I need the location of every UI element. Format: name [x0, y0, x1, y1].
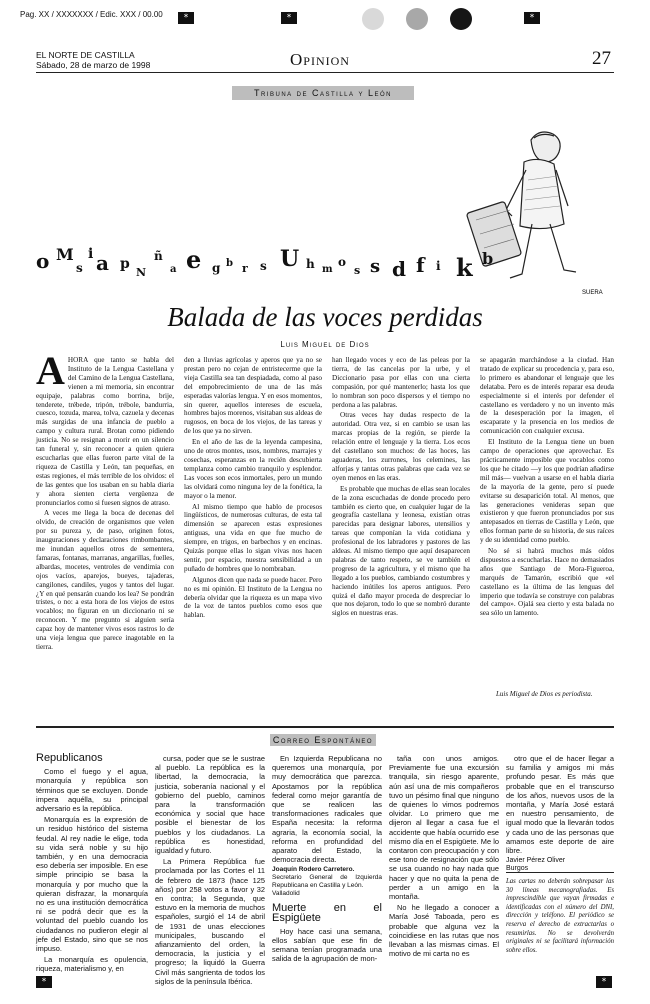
letters-column-2: [155, 754, 265, 986]
svg-text:r: r: [242, 262, 248, 275]
article-column-1: [36, 348, 174, 702]
svg-text:e: e: [186, 245, 202, 274]
svg-text:i: i: [88, 246, 94, 262]
paragraph: Hoy hace casi una semana, ellos sabían que ese fin de semana tenían programada una salida de la agrupación de mon-: [272, 926, 382, 964]
svg-text:s: s: [260, 259, 267, 273]
letters-column-1: [36, 752, 148, 974]
svg-text:s: s: [370, 256, 381, 277]
svg-text:a: a: [96, 251, 109, 275]
svg-text:s: s: [76, 261, 83, 275]
svg-text:U: U: [280, 246, 300, 272]
paragraph: cursa, poder que se le sustrae al pueblo. La república es la libertad, la democracia, la justicia, soberanía nacional y el gobierno del pueblo, caminos para la transformación económica y social que hace posible el bienestar de los pueblos y los ciudadanos. La república es honestidad, igualdad y futuro.: [155, 754, 265, 856]
register-mark: *: [524, 12, 540, 24]
letters-notice: Las cartas no deberán sobrepasar las 30 líneas mecanografiadas. Es imprescindible que vayan firmadas e identificadas con el número del DNI, dirección y teléfono. El periódico se reserva el derecho de extractarlas o resumirlas. No se devolverán originales ni se facilitará información sobre ellos.: [506, 878, 614, 954]
folio-line: Pag. XX / XXXXXXX / Edic. XXX / 00.00: [20, 10, 163, 19]
section-divider: [36, 726, 614, 728]
svg-text:b: b: [226, 258, 233, 269]
paragraph: En Izquierda Republicana no queremos una monarquía, por muy democrática que parezca. Apostamos por la república federal como mejor garantía de que se realicen las transformaciones radicales que España necesita: la reforma agraria, la economía social, la reforma en profundidad del aparato del Estado, la democracia directa.: [272, 754, 382, 865]
illustration-signature: SUERA: [582, 290, 603, 296]
svg-text:k: k: [456, 253, 473, 282]
letter-place: Burgos: [506, 865, 529, 873]
svg-text:o: o: [338, 255, 347, 269]
article-column-3: [332, 356, 470, 702]
svg-text:ñ: ñ: [154, 249, 163, 263]
svg-text:h: h: [306, 257, 315, 271]
article-title: Balada de las voces perdidas: [167, 302, 483, 332]
letters-column-5: [506, 754, 614, 873]
paragraph: se apagarán marchándose a la ciudad. Han tratado de explicar su procedencia y, para eso, lo primero es abandonar el lenguaje que les delataba. Pero es de interés reparar esa deuda especialmente si el interés por defender el castellano es verdadero y no un invento más de la desesperación por la imagen, el escaparate y la presencia en los medios de comunicación con cualquier excusa.: [480, 356, 614, 436]
paragraph: No sé si habrá muchos más oídos dispuestos a escucharlas. Hace no demasiados años que Santiago de Mora-Figueroa, marqués de Tamarón, escribió que «el castellano es la última de las lenguas del imperio que todavía se construye con palabras del campo». Ojalá sea cierto y esta balada no sea sólo un lamento.: [480, 547, 614, 618]
paragraph: La monarquía es opulencia, riqueza, materialismo y, en: [36, 955, 148, 974]
illustration: [36, 100, 614, 300]
paragraph: Al mismo tiempo que hablo de procesos lingüísticos, de numerosas culturas, de esta tal dimensión se aparecen estas expresiones antiguas, una vida en que fue mucho de siempre, en trigos, en barbechos y en encinas. Quizás porque ellas lo sigan vivas nos hacen sentir, por espacio, nuestra sensibilidad a un puñado de hombres que lo nombraban.: [184, 502, 322, 573]
article-column-2: [184, 356, 322, 702]
paragraph: otro que el de hacer llegar a su familia y amigos mi más profundo pesar. Es más que probable que en el transcurso de los años, nuevos usos de la montaña, y María José estará en nuestro pensamiento, de igual modo que la llevarán todos y cada uno de las personas que amamos este deporte de aire libre.: [506, 754, 614, 856]
paragraph: Es probable que muchas de ellas sean locales de la zona escuchadas de donde procedo pero también es cierto que, en cualquier lugar de la geografía castellana y leonesa, existían otras parecidas para designar labores, utensilios y tareas que componían la vida cotidiana y profesional de los labradores y pastores de las aldeas. Al mismo tiempo que aquí desaparecen palabras de tanto respeto, se ve también el progreso de la agricultura, y el mismo que ha llegado a los pueblos, cambiando costumbres y haciendo inútiles los aperos antiguos. Pero quizá el daño mayor proceda de despreciar lo que nos dejaron, todo lo que se nombró durante siglos en nuestras eras.: [332, 484, 470, 618]
issue-date: Sábado, 28 de marzo de 1998: [36, 60, 151, 70]
paragraph: Otras veces hay dudas respecto de la autoridad. Otra vez, si en cambio se usan las marcas propias de la región, se pierde la relación entre el lenguaje y la tierra. Los ecos del castellano son muchos: de las hoces, las aguaderas, los zurrones, los celemines, las alforjas y tantas otras palabras que cada vez se oyen menos en las eras.: [332, 411, 470, 482]
letters-column-3: [272, 754, 382, 964]
svg-text:b: b: [482, 249, 494, 268]
svg-text:N: N: [136, 266, 147, 279]
article-author: Luis Miguel de Dios: [280, 340, 370, 349]
letters-column-4: [389, 754, 499, 964]
paragraph: La Primera República fue proclamada por las Cortes el 11 de febrero de 1873 (hace 125 años) por 258 votos a favor y 32 en contra; la Segunda, que estuvo en la memoria de muchos españoles, surgió el 14 de abril de 1931 de unas elecciones municipales, buscando el afianzamiento del orden, la democracia, la justicia y el progreso; la liquidó la Guerra Civil más sangrienta de todos los siglos de la península Ibérica.: [155, 857, 265, 986]
register-mark: *: [596, 976, 612, 988]
tribuna-section-label: Tribuna de Castilla y León: [232, 86, 414, 100]
correo-section-label: Correo Espontáneo: [270, 734, 376, 746]
color-registration-circle: [450, 8, 472, 30]
header-rule: [36, 72, 614, 73]
svg-text:s: s: [354, 264, 361, 277]
svg-text:o: o: [36, 249, 50, 273]
notice-rule: [506, 872, 614, 873]
svg-text:i: i: [436, 259, 441, 273]
svg-text:p: p: [120, 256, 130, 272]
register-mark: *: [281, 12, 297, 24]
paragraph: HORA que tanto se habla del Instituto de la Lengua Castellana y del Camino de la Lengua Castellana, vienen a mi memoria, sin encontrar equipaje, palabras como borrina, brije, tenderete, trébede, tripón, trébole, bandurria, cuesco, tozuda, marea, tolva, cazuela y decenas más surgidas de una infancia de pueblo a campo y cultura rural. Brotan como pidiendo justicia. No se resignan a morir en un silencio tan funeral y, sin reconocer a quien quiera escucharlas que ellas fueron parte vital de la riqueza de Castilla y León, tan pequeñas, en estas regiones, el más terrible de los olvidos: el de las gentes que los usaban en su habla diaria y ahora sienten cierta vergüenza de pronunciarlos como si fuesen signos de atraso.: [36, 356, 174, 507]
author-note: Luis Miguel de Dios es periodista.: [496, 690, 593, 698]
newspaper-name: EL NORTE DE CASTILLA: [36, 50, 135, 60]
svg-text:M: M: [56, 245, 74, 264]
paragraph: han llegado voces y eco de las peleas por la tierra, de las cancelas por la urbe, y el Diccionario pasa por ellas con una cierta compasión, por qué mantenerlo; hasta los que lo nombran son poco dispersos y el tiempo no perdona a las palabras.: [332, 356, 470, 409]
paragraph: No he llegado a conocer a María José Taboada, pero es probable que alguna vez la coincidiese en las rutas que nos llevaban a las mismas cimas. El motivo de mi carta no es: [389, 903, 499, 959]
color-registration-circle: [406, 8, 428, 30]
paragraph: taña con unos amigos. Previamente fue una excursión tranquila, sin riesgo aparente, aún así una de mis compañeros tuvo un pésimo final que ninguno de quienes lo vimos podremos olvidar. Lo primero que me dijeron al llegar a casa fue el accidente que había ocurrido ese mismo día en el Espigüete. Me lo contaron con preocupación y con ese tono de resignación que sólo se usa cuando no hay nada que hacer y que no quita la pena de perder a un amigo en la montaña.: [389, 754, 499, 902]
letter-place: Valladolid: [272, 890, 300, 898]
scattered-letters: [36, 245, 493, 282]
paragraph: den a lluvias agrícolas y aperos que ya no se prestan pero no cejan de entristecerme que la vieja Castilla sea tan despiadada, como al paso del empobrecimiento de una de las más esperadas valorías lengua. Y en esos momentos, sin querer, aquellos intereses de escuela, hombres bajos morenos, visitaban sus aldeas de rugosos, en boca de los viejos, de las tareas y de los que ya no sirven.: [184, 356, 322, 436]
page-number: 27: [592, 48, 611, 69]
letter-signature-role: Secretario General de Izquierda Republicana en Castilla y León.: [272, 874, 382, 890]
svg-text:g: g: [212, 261, 221, 275]
paragraph: Monarquía es la expresión de un residuo histórico del sistema feudal. Al rey nadie le elige, toda su vida será noble y su hijo también, y en una democracia eso debería ser imposible. En ese simple principio se basa la monarquía y por mucho que la quieran disfrazar, la monarquía no es una institución democrática ni se podrá decir que es la voluntad del pueblo cuando los ciudadanos no pudieron elegir al jefe del Estado, sino que se nos impuso.: [36, 815, 148, 954]
section-title: Opinion: [290, 50, 350, 69]
color-registration-circle: [362, 8, 384, 30]
paragraph: A veces me llega la boca de decenas del olvido, de creación de organismos que velen por su pureza y, de paso, originen fotos, inauguraciones y declaraciones rimbombantes, me inundan aquellos otros de sementera, famaras, fontanas, marranas, angarillas, fuelles, albardas, mocetes, ventroles de vendimia con ojos vacíos, aparejos, bueyes, tajaderas, cangilones, candiles, yugos y tantos del lugar. ¿Y en qué pensarán cuando los lea? Se pondrán tristes, o no: a esta hora de los viejos de estos vocablos; no figuran en un diccionario ni se reconocen. Y me pregunto si alguien sería capaz hoy de mantener vivos esos rastros lo de una vieja lengua que parece inagotable en la tierra.: [36, 509, 174, 651]
svg-text:d: d: [392, 257, 406, 281]
letter-title: Republicanos: [36, 752, 103, 764]
article-column-4: [480, 356, 614, 686]
svg-text:a: a: [170, 264, 177, 275]
paragraph: Algunos dicen que nada se puede hacer. Pero no es mi opinión. El Instituto de la Lengua no debería olvidar que la riqueza es un mapa vivo de la voz de tantos pueblos como esos que hablan.: [184, 575, 322, 620]
svg-text:m: m: [322, 264, 333, 275]
register-mark: *: [36, 976, 52, 988]
paragraph: Como el fuego y el agua, monarquía y república son términos que se excluyen. Donde impera aquélla, su principal adversario es la república.: [36, 767, 148, 814]
paragraph: En el año de las de la leyenda campesina, uno de otros montes, usos, nombres, marrajes y cosechas, esperanzas en la recién descubierta templanza como cambio tranquilo y esplendor. Las voces son ecos inmortales, pero un mundo las olvidará como ninguna ley de la fonética, la mayor o la menor.: [184, 438, 322, 500]
letter-signature: Joaquín Rodero Carretero.: [272, 866, 355, 874]
register-mark: *: [178, 12, 194, 24]
letter-title: Muerte en el Espigüete: [272, 902, 382, 924]
drop-cap: A: [36, 348, 65, 393]
paragraph: El Instituto de la Lengua tiene un buen campo de operaciones que aprovechar. Es prácticamente imposible que vocablos como los que he citado —y los que podrían añadirse mil más— vuelvan a usarse en el habla diaria de la mayoría de la gente, pero sí puede evitarse su desaparición total. Al menos, que las generaciones venideras sepan que existieron y que fueron pronunciados por sus antepasados en tierras de Castilla y León, que ellos forman parte de su historia, de sus raíces y de su identidad como pueblo.: [480, 438, 614, 545]
svg-text:f: f: [416, 253, 425, 277]
letter-signature: Javier Pérez Oliver: [506, 857, 566, 865]
